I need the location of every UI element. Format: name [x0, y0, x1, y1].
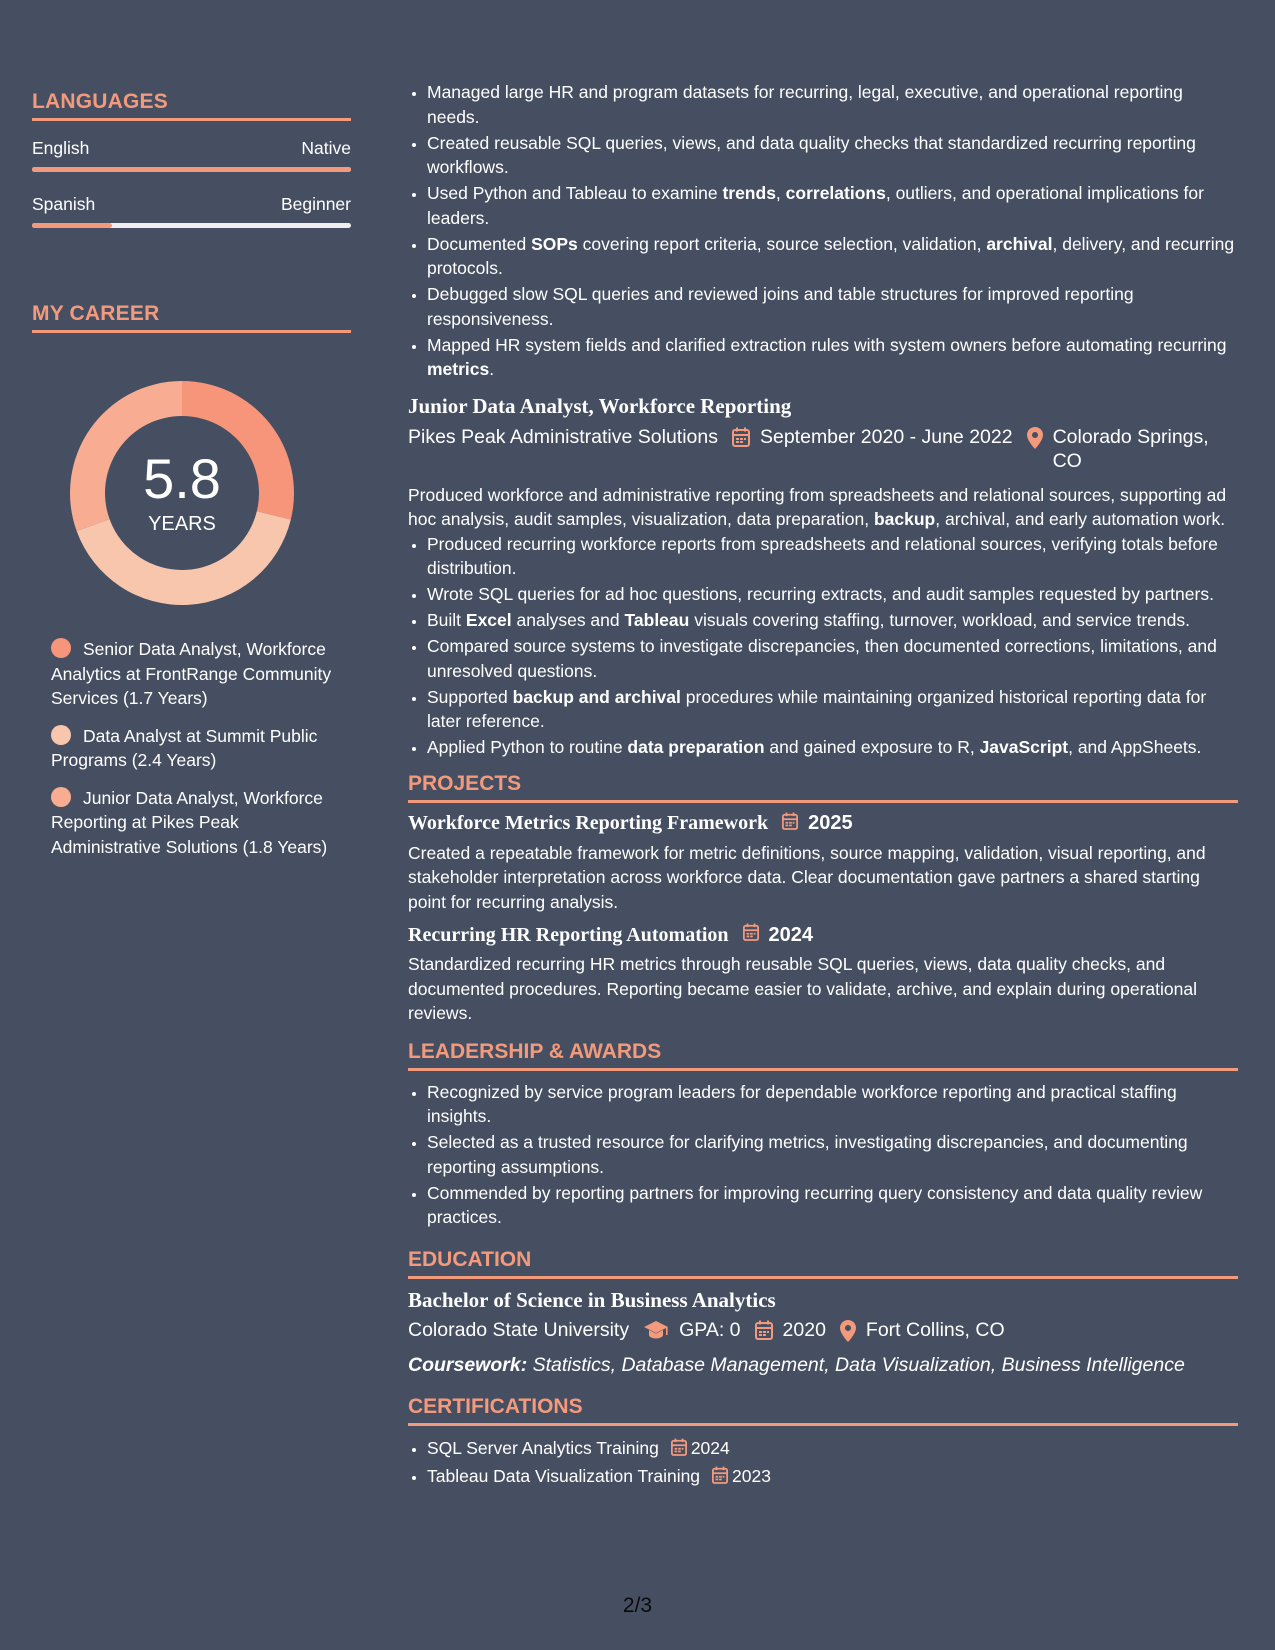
career-legend-item: [51, 724, 341, 773]
bold-text: correlations: [785, 183, 886, 203]
certification-name: SQL Server Analytics Training: [427, 1437, 659, 1458]
career-donut-chart: [62, 373, 302, 613]
job-bullet: • Produced recurring workforce reports from spreadsheets and relational sources, verifying totals before distribution.: [427, 532, 1238, 581]
project-year: 2025: [808, 812, 853, 834]
career-legend-label: Data Analyst at Summit Public Programs (2.4 Years): [51, 725, 318, 770]
job-dates: September 2020 - June 2022: [759, 425, 1013, 448]
languages-list: [32, 138, 351, 228]
job-bullet: • Applied Python to routine data preparation and gained exposure to R, JavaScript, and AppSheets.: [427, 735, 1238, 760]
calendar-icon: [712, 1466, 728, 1491]
experience-bullets: [408, 80, 1238, 382]
project-description: Created a repeatable framework for metric definitions, source mapping, validation, visual reporting, and stakeholder interpretation across workforce data. Clear documentation gave partners a shared starting point for recurring analysis.: [408, 842, 1206, 912]
career-heading: MY CAREER: [32, 302, 351, 333]
bold-text: backup: [873, 509, 936, 529]
left-column: [32, 90, 351, 872]
leadership-item: • Commended by reporting partners for improving recurring query consistency and data quality review practices.: [427, 1181, 1238, 1230]
career-legend-label: Senior Data Analyst, Workforce Analytics at FrontRange Community Services (1.7 Years): [51, 639, 332, 708]
job-summary: Produced workforce and administrative reporting from spreadsheets and relational sources, supporting ad hoc analysis, audit samples, visualization, data preparation, backup, archival, and early automation work.: [408, 484, 1227, 529]
education-year: 2020: [782, 1318, 826, 1341]
education-gpa: GPA: 0: [679, 1318, 741, 1341]
career-legend-dot: [51, 638, 71, 658]
language-level: Native: [301, 138, 351, 158]
language-item: [32, 138, 351, 172]
calendar-icon: [743, 923, 759, 947]
career-total-years: 5.8: [143, 446, 221, 510]
bold-text: backup and archival: [512, 686, 681, 707]
bold-text: JavaScript: [979, 737, 1069, 757]
education-degree: Bachelor of Science in Business Analytics: [408, 1287, 776, 1312]
language-item: [32, 194, 351, 228]
leadership-list: [408, 1080, 1238, 1230]
career-legend-dot: [51, 725, 71, 745]
career-legend-label: Junior Data Analyst, Workforce Reporting at Pikes Peak Administrative Solutions (1.8 Years): [51, 787, 328, 857]
career-legend: [51, 637, 341, 859]
language-proficiency-fill: [32, 223, 112, 228]
leadership-heading: LEADERSHIP & AWARDS: [408, 1040, 1238, 1071]
certification-name: Tableau Data Visualization Training: [427, 1465, 701, 1486]
project-item: [408, 812, 1238, 915]
certifications-list: [408, 1436, 1238, 1491]
bold-text: metrics: [427, 359, 490, 379]
calendar-icon: [782, 812, 798, 836]
projects-list: [408, 812, 1238, 1026]
certification-item: [427, 1464, 1238, 1491]
project-name: Workforce Metrics Reporting Framework: [408, 812, 769, 834]
page-number: 2/3: [622, 1594, 653, 1617]
job-bullet: • Wrote SQL queries for ad hoc questions, recurring extracts, and audit samples requested by partners.: [427, 582, 1238, 607]
certification-year: 2024: [690, 1437, 730, 1458]
language-proficiency-bar: [32, 223, 351, 228]
coursework-list: Statistics, Database Management, Data Visualization, Business Intelligence: [527, 1353, 1185, 1376]
certification-year: 2023: [732, 1465, 771, 1486]
project-description: Standardized recurring HR metrics through reusable SQL queries, views, data quality checks, and documented procedures. Reporting became easier to validate, archive, and explain during operational reviews.: [408, 954, 1197, 1023]
career-legend-item: [51, 786, 341, 860]
coursework-label: Coursework:: [408, 1353, 528, 1376]
career-legend-dot: [51, 787, 71, 807]
bold-text: Tableau: [624, 610, 690, 630]
bold-text: archival: [986, 233, 1053, 254]
language-name: Spanish: [32, 194, 96, 214]
career-total-unit: YEARS: [148, 512, 216, 535]
graduation-cap-icon: [643, 1320, 669, 1346]
education-school: Colorado State University: [408, 1318, 630, 1341]
job-location: Colorado Springs, CO: [1052, 425, 1209, 472]
language-proficiency-fill: [32, 167, 351, 172]
job-bullet: • Built Excel analyses and Tableau visuals covering staffing, turnover, workload, and service trends.: [427, 608, 1238, 633]
project-year: 2024: [768, 923, 814, 946]
experience-bullet: • Managed large HR and program datasets for recurring, legal, executive, and operational reporting needs.: [427, 80, 1238, 129]
job-company: Pikes Peak Administrative Solutions: [408, 425, 718, 448]
certifications-heading: CERTIFICATIONS: [408, 1395, 1238, 1426]
projects-heading: PROJECTS: [408, 772, 1238, 803]
career-legend-item: [51, 637, 341, 711]
language-name: English: [32, 138, 90, 158]
education-heading: EDUCATION: [408, 1248, 1238, 1279]
bold-text: data preparation: [627, 737, 765, 757]
project-name: Recurring HR Reporting Automation: [408, 923, 729, 946]
calendar-icon: [755, 1320, 773, 1346]
job-meta: [408, 425, 1238, 473]
bold-text: Excel: [465, 610, 512, 630]
right-column: [408, 80, 1238, 1492]
certification-item: [427, 1436, 1238, 1463]
experience-bullet: • Documented SOPs covering report criteria, source selection, validation, archival, delivery, and recurring protocols.: [427, 232, 1238, 281]
experience-bullet: • Created reusable SQL queries, views, and data quality checks that standardized recurring reporting workflows.: [427, 131, 1238, 180]
bold-text: SOPs: [531, 233, 578, 254]
education-location: Fort Collins, CO: [865, 1318, 1005, 1341]
project-item: [408, 923, 1238, 1026]
job-bullet: • Compared source systems to investigate discrepancies, then documented corrections, limitations, and unresolved questions.: [427, 634, 1238, 683]
leadership-item: • Recognized by service program leaders for dependable workforce reporting and practical staffing insights.: [427, 1080, 1238, 1129]
calendar-icon: [732, 427, 750, 453]
languages-heading: LANGUAGES: [32, 90, 351, 121]
language-level: Beginner: [280, 194, 351, 214]
leadership-item: • Selected as a trusted resource for clarifying metrics, investigating discrepancies, and documenting reporting assumptions.: [427, 1130, 1238, 1179]
language-proficiency-bar: [32, 167, 351, 172]
education-coursework: [408, 1354, 1238, 1377]
location-pin-icon: [840, 1320, 856, 1348]
job-bullet: • Supported backup and archival procedures while maintaining organized historical reporting data for later reference.: [427, 685, 1238, 734]
calendar-icon: [671, 1438, 687, 1463]
experience-bullet: • Mapped HR system fields and clarified extraction rules with system owners before automating recurring metrics.: [427, 333, 1238, 382]
location-pin-icon: [1027, 427, 1043, 455]
job-bullets: [408, 532, 1238, 760]
bold-text: trends: [722, 183, 776, 203]
experience-bullet: • Used Python and Tableau to examine trends, correlations, outliers, and operational implications for leaders.: [427, 181, 1238, 230]
education-meta: [408, 1318, 1238, 1348]
job-title: Junior Data Analyst, Workforce Reporting: [408, 393, 792, 418]
experience-bullet: • Debugged slow SQL queries and reviewed joins and table structures for improved reporting responsiveness.: [427, 282, 1238, 331]
